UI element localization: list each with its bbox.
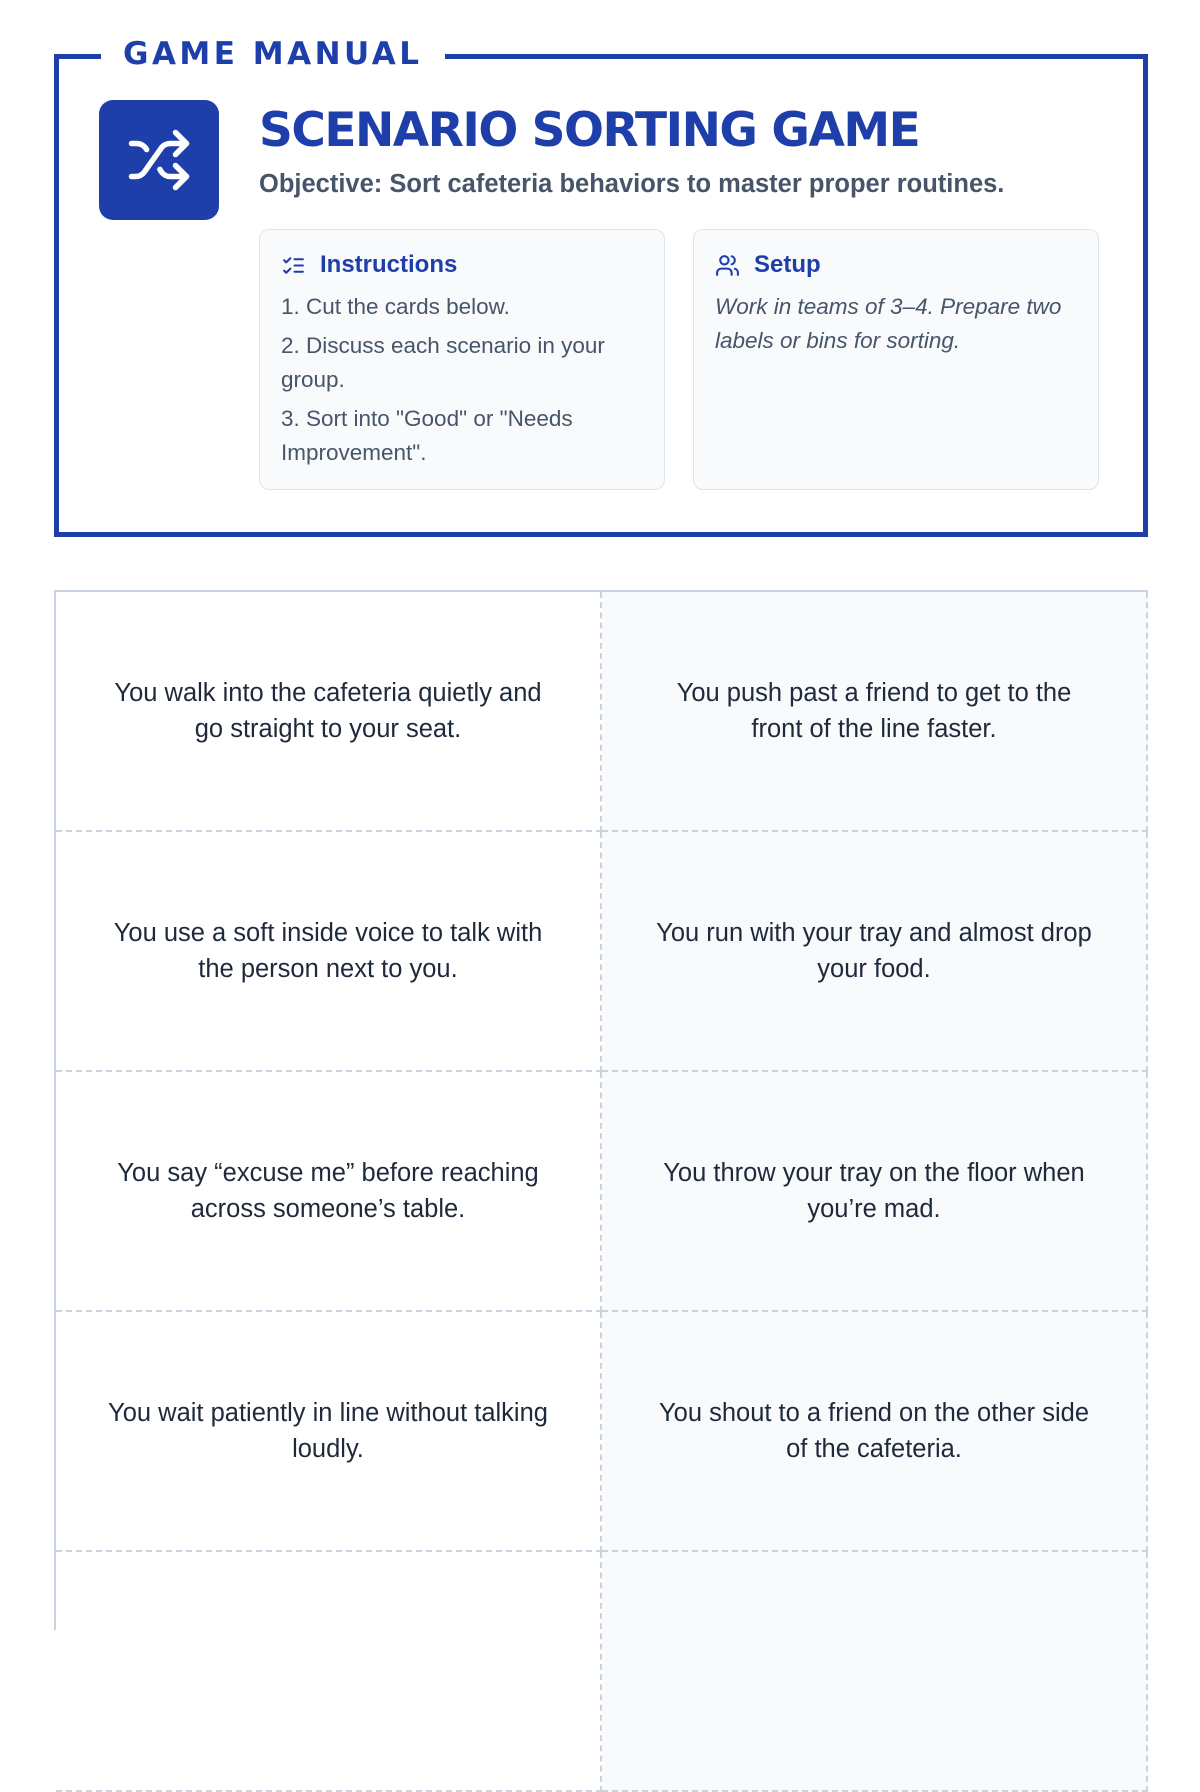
setup-heading: Setup (754, 251, 821, 278)
scenario-card (56, 1312, 602, 1552)
game-title: SCENARIO SORTING GAME (259, 103, 920, 158)
scenario-cards-grid (54, 590, 1148, 1630)
scenario-card (602, 832, 1148, 1072)
scenario-text: You shout to a friend on the other side of the cafeteria. (658, 1398, 1090, 1463)
manual-legend: GAME MANUAL (101, 33, 445, 75)
instructions-panel (259, 229, 665, 490)
shuffle-icon (126, 127, 192, 193)
scenario-text: You use a soft inside voice to talk with the person next to you. (113, 918, 543, 983)
scenario-text: You walk into the cafeteria quietly and go straight to your seat. (114, 678, 542, 743)
instructions-heading: Instructions (320, 251, 458, 278)
scenario-text: You run with your tray and almost drop your food. (656, 918, 1092, 983)
game-manual (54, 36, 1148, 537)
instruction-step: 2. Discuss each scenario in your group. (281, 333, 605, 392)
setup-text: Work in teams of 3–4. Prepare two labels or bins for sorting. (715, 294, 1062, 353)
instruction-step: 3. Sort into "Good" or "Needs Improvement". (281, 406, 573, 465)
scenario-card (56, 1072, 602, 1312)
instruction-step: 1. Cut the cards below. (281, 294, 510, 319)
scenario-card (602, 1552, 1148, 1792)
scenario-text: You push past a friend to get to the front of the line faster. (676, 678, 1072, 743)
scenario-card (56, 1552, 602, 1792)
instructions-header (281, 250, 644, 280)
scenario-text: You wait patiently in line without talking loudly. (108, 1398, 548, 1463)
scenario-card (602, 1312, 1148, 1552)
list-checks-icon (281, 253, 306, 278)
scenario-text: You throw your tray on the floor when you’re mad. (663, 1158, 1085, 1223)
scenario-card (56, 592, 602, 832)
setup-header (715, 250, 1078, 280)
scenario-card (56, 832, 602, 1072)
scenario-text: You say “excuse me” before reaching across someone’s table. (117, 1158, 539, 1223)
users-icon (715, 253, 740, 278)
setup-panel (693, 229, 1099, 490)
objective-text: Objective: Sort cafeteria behaviors to master proper routines. (259, 170, 1005, 198)
scenario-card (602, 1072, 1148, 1312)
scenario-card (602, 592, 1148, 832)
logo-tile (99, 100, 219, 220)
